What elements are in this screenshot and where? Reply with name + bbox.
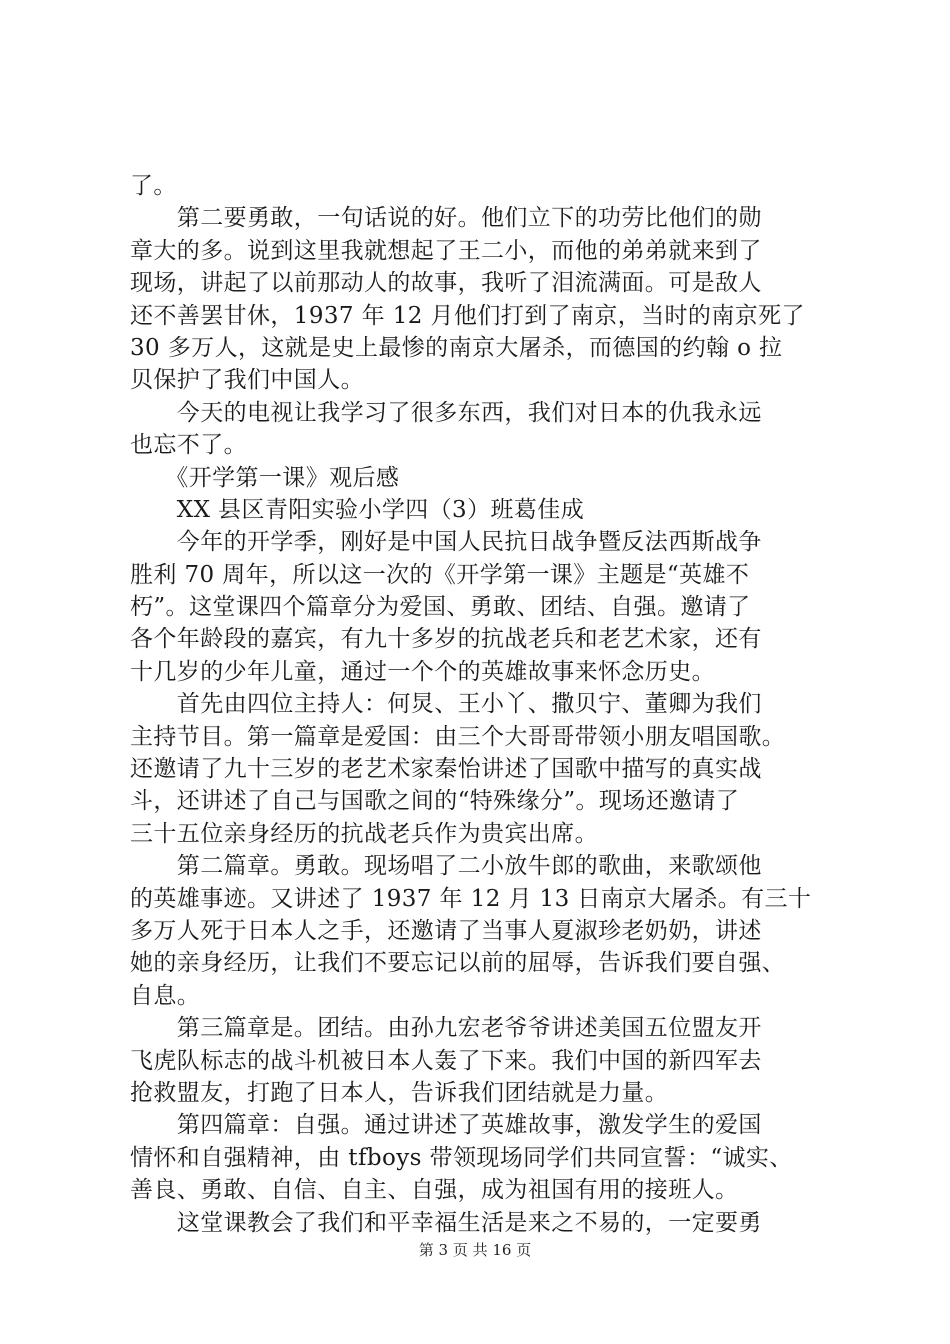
text-line: 30 多万人，这就是史上最惨的南京大屠杀，而德国的约翰 o 拉 (130, 334, 783, 361)
text-line: 多万人死于日本人之手，还邀请了当事人夏淑珍老奶奶，讲述 (130, 917, 762, 944)
text-line: 自息。 (130, 982, 201, 1009)
text-line: 了。 (130, 173, 177, 199)
text-line: 第二篇章。勇敢。现场唱了二小放牛郎的歌曲，来歌颂他 (130, 853, 762, 880)
text-line: 第三篇章是。团结。由孙九宏老爷爷讲述美国五位盟友开 (130, 1015, 762, 1042)
text-line: 今年的开学季，刚好是中国人民抗日战争暨反法西斯战争 (130, 529, 762, 556)
text-line: 朽”。这堂课四个篇章分为爱国、勇敢、团结、自强。邀请了 (130, 594, 751, 621)
text-line: 斗，还讲述了自己与国歌之间的“特殊缘分”。现场还邀请了 (130, 788, 740, 815)
text-line: 三十五位亲身经历的抗战老兵作为贵宾出席。 (130, 820, 598, 847)
text-line: 主持节目。第一篇章是爱国：由三个大哥哥带领小朋友唱国歌。 (130, 723, 786, 750)
text-line: 这堂课教会了我们和平幸福生活是来之不易的，一定要勇 (130, 1209, 762, 1236)
page-number-footer: 第 3 页 共 16 页 (418, 1241, 532, 1259)
text-line: 还邀请了九十三岁的老艺术家秦怡讲述了国歌中描写的真实战 (130, 756, 762, 783)
text-line: 贝保护了我们中国人。 (130, 367, 364, 394)
text-line: 第二要勇敢，一句话说的好。他们立下的功劳比他们的勋 (130, 205, 762, 232)
text-line: 章大的多。说到这里我就想起了王二小，而他的弟弟就来到了 (130, 237, 762, 264)
text-line: 还不善罢甘休，1937 年 12 月他们打到了南京，当时的南京死了 (130, 302, 805, 329)
text-line: 今天的电视让我学习了很多东西，我们对日本的仇我永远 (130, 399, 762, 426)
text-line: 的英雄事迹。又讲述了 1937 年 12 月 13 日南京大屠杀。有三十 (130, 885, 812, 912)
text-line: 第四篇章：自强。通过讲述了英雄故事，激发学生的爱国 (130, 1112, 762, 1139)
text-line: 抢救盟友，打跑了日本人，告诉我们团结就是力量。 (130, 1079, 669, 1106)
text-line: 十几岁的少年儿童，通过一个个的英雄故事来怀念历史。 (130, 658, 715, 685)
text-line: 她的亲身经历，让我们不要忘记以前的屈辱，告诉我们要自强、 (130, 950, 786, 977)
text-line: 情怀和自强精神，由 tfboys 带领现场同学们共同宣誓：“诚实、 (130, 1144, 793, 1171)
text-line: 各个年龄段的嘉宾，有九十多岁的抗战老兵和老艺术家，还有 (130, 626, 762, 653)
essay-title: 《开学第一课》观后感 (130, 464, 400, 491)
text-line: 飞虎队标志的战斗机被日本人轰了下来。我们中国的新四军去 (130, 1047, 762, 1074)
text-line: 善良、勇敢、自信、自主、自强，成为祖国有用的接班人。 (130, 1177, 739, 1204)
text-line: 首先由四位主持人：何炅、王小丫、撒贝宁、董卿为我们 (130, 691, 762, 718)
text-line: 现场，讲起了以前那动人的故事，我听了泪流满面。可是敌人 (130, 270, 762, 297)
essay-author: XX 县区青阳实验小学四（3）班葛佳成 (130, 496, 585, 523)
document-body (130, 170, 830, 1239)
text-line: 也忘不了。 (130, 432, 247, 459)
text-line: 胜利 70 周年，所以这一次的《开学第一课》主题是“英雄不 (130, 561, 750, 588)
